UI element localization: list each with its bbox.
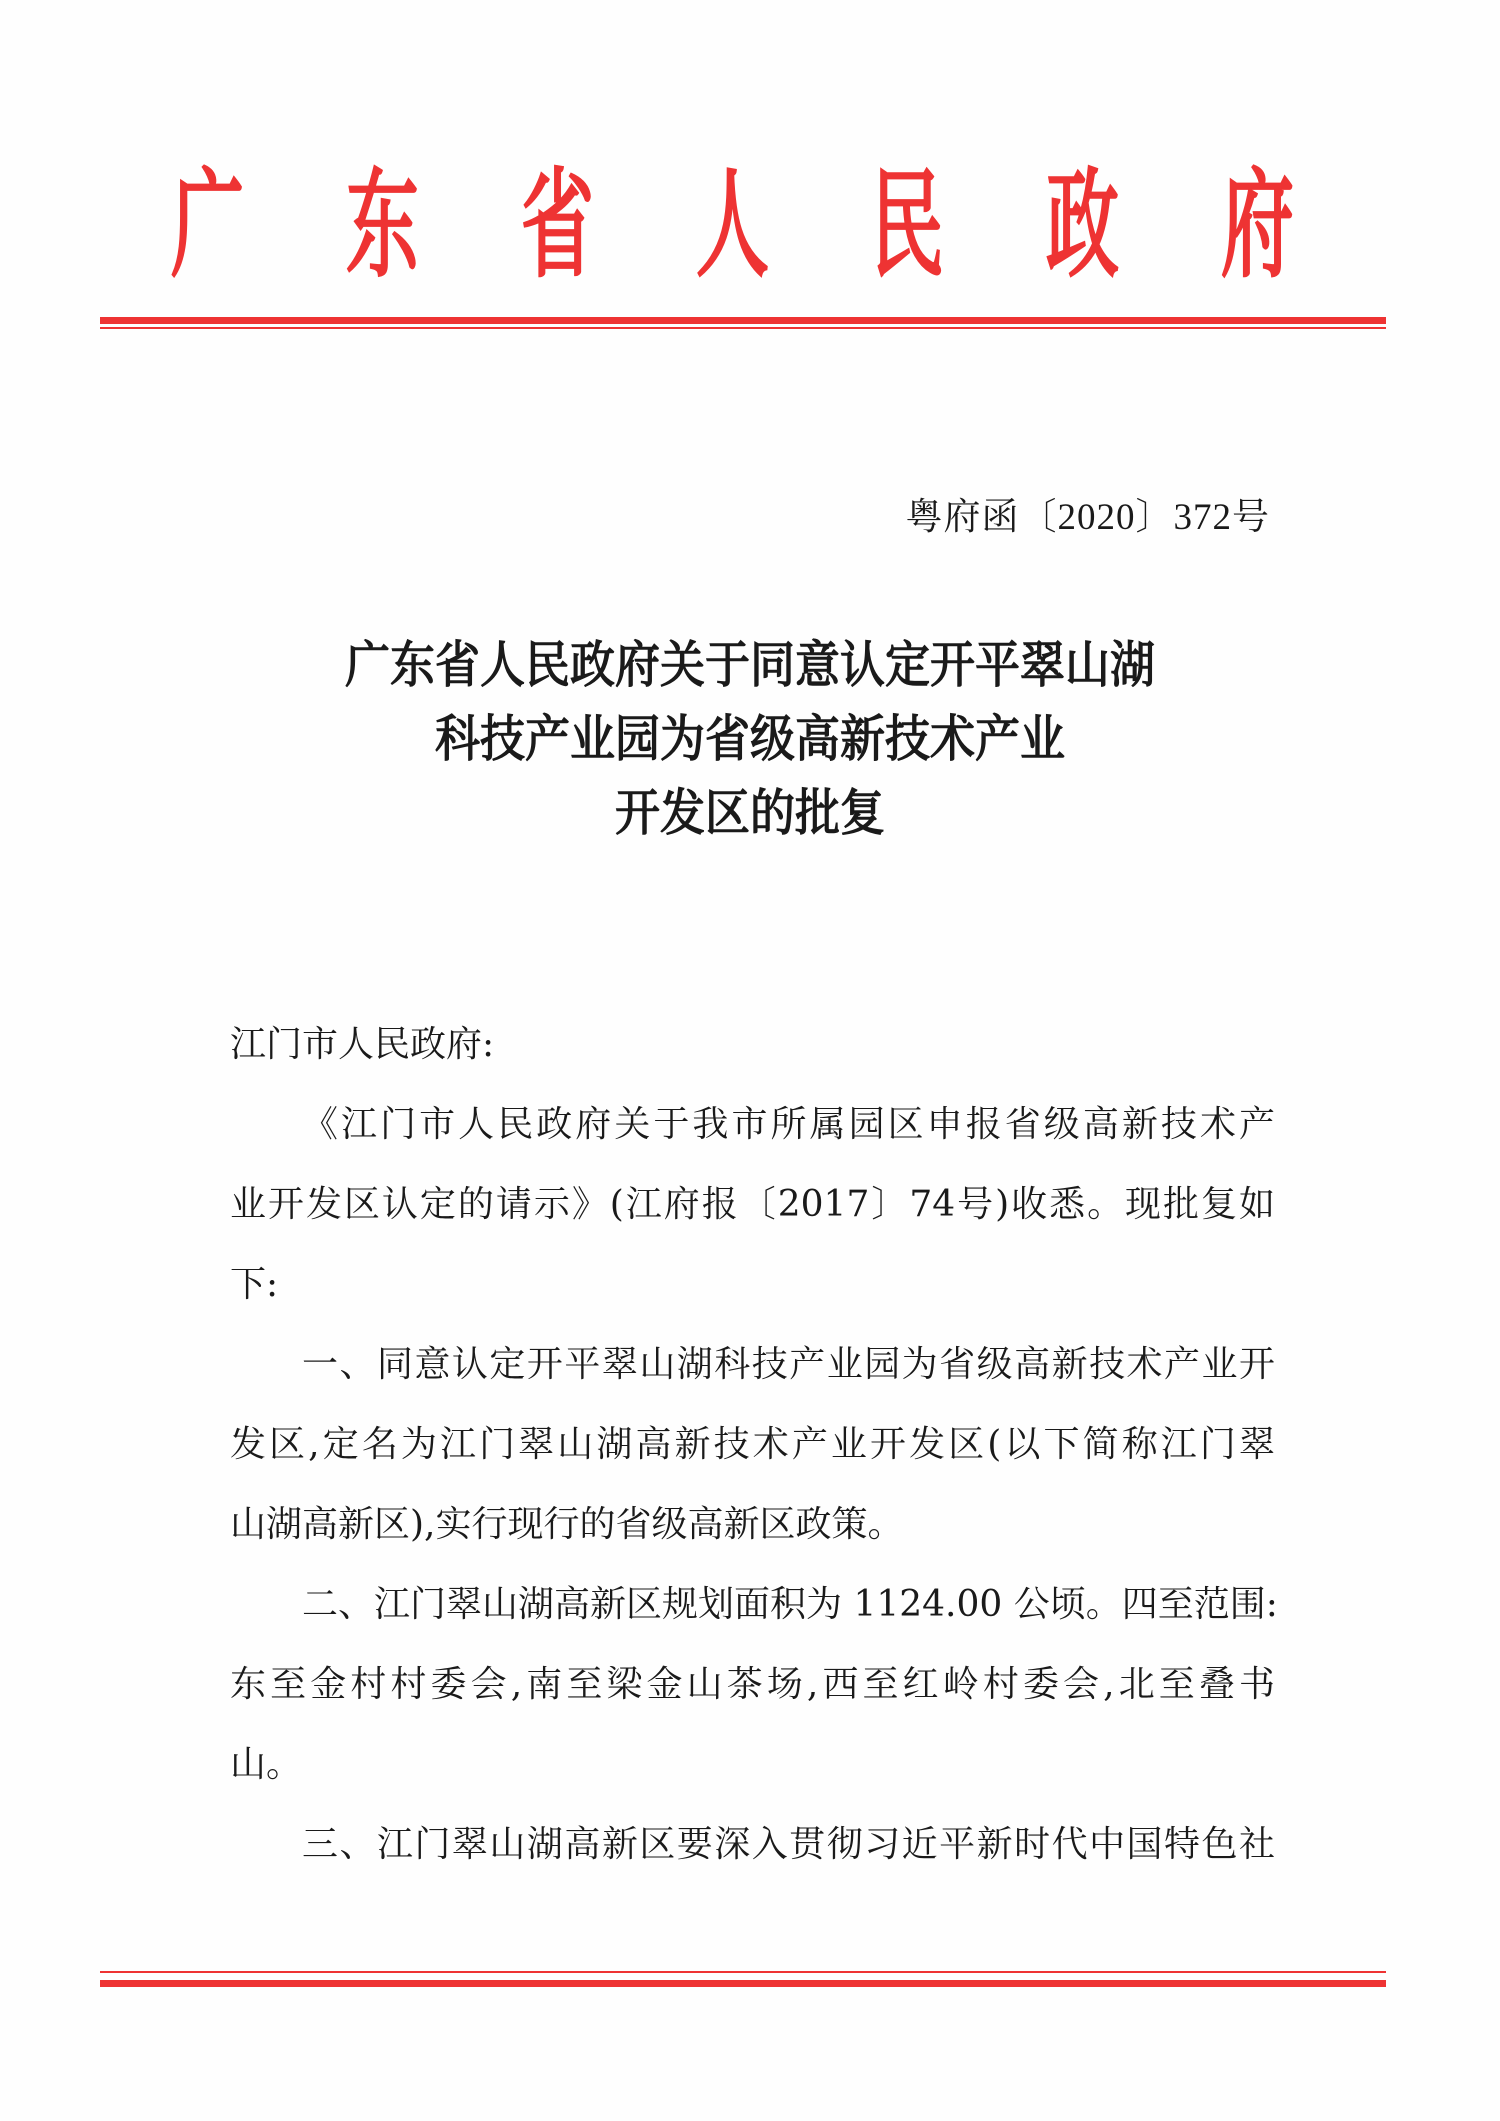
title-line: 开发区的批复: [615, 783, 885, 842]
masthead-char: 府: [1220, 155, 1295, 294]
body-line: 发区,定名为江门翠山湖高新技术产业开发区(以下简称江门翠: [230, 1424, 1275, 1465]
body-line: 业开发区认定的请示》(江府报〔2017〕74号)收悉。现批复如: [230, 1184, 1275, 1225]
masthead-char: 广: [170, 155, 245, 294]
masthead-char: 民: [870, 155, 945, 294]
footer-rule-thin: [100, 1971, 1386, 1973]
body-line: 下:: [230, 1264, 279, 1305]
body-line: 山。: [230, 1744, 303, 1785]
masthead-char: 省: [520, 155, 595, 294]
header-rule-thick: [100, 317, 1386, 324]
body-line: 《江门市人民政府关于我市所属园区申报省级高新技术产: [302, 1104, 1275, 1145]
document-title: [0, 628, 1500, 850]
document-body: [230, 1005, 1278, 1885]
masthead-char: 东: [345, 155, 420, 294]
salutation: 江门市人民政府:: [230, 1024, 495, 1065]
masthead-char: 人: [695, 155, 770, 294]
body-line: 东至金村村委会,南至梁金山茶场,西至红岭村委会,北至叠书: [230, 1664, 1275, 1705]
body-line: 三、江门翠山湖高新区要深入贯彻习近平新时代中国特色社: [302, 1824, 1275, 1865]
body-line: 一、同意认定开平翠山湖科技产业园为省级高新技术产业开: [302, 1344, 1275, 1385]
masthead-char: 政: [1045, 155, 1120, 294]
header-rule-thin: [100, 327, 1386, 329]
masthead: [150, 155, 1310, 294]
title-line: 广东省人民政府关于同意认定开平翠山湖: [345, 635, 1155, 694]
footer-rule-thick: [100, 1980, 1386, 1987]
document-number: 粤府函〔2020〕372号: [905, 497, 1270, 538]
title-line: 科技产业园为省级高新技术产业: [435, 709, 1065, 768]
body-line: 山湖高新区),实行现行的省级高新区政策。: [230, 1504, 904, 1545]
body-line: 二、江门翠山湖高新区规划面积为 1124.00 公顷。四至范围:: [302, 1584, 1278, 1625]
